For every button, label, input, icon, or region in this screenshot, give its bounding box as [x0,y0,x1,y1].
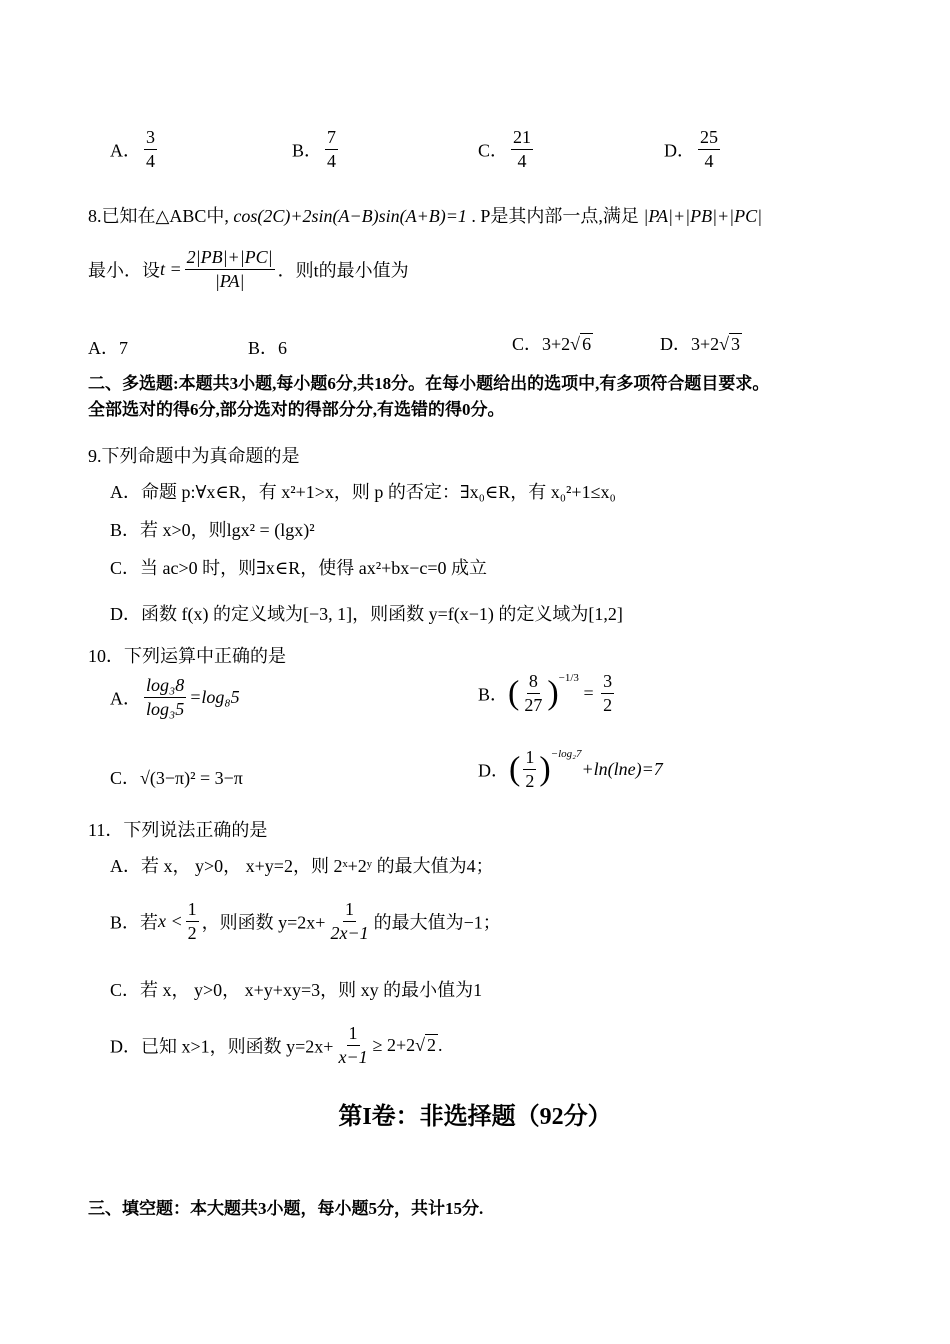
q7-option-c-label: C． [478,140,509,161]
q9-option-b: B．若 x>0，则lgx² = (lgx)² [110,520,315,540]
q11-option-a: A．若 x， y>0， x+y=2，则 2ˣ+2ʸ 的最大值为4； [110,856,494,876]
q11-d-radicand: 2 [427,1034,437,1055]
q8-mid: . P是其内部一点,满足 [471,206,639,226]
q10-b-rparen: ) [547,674,559,712]
q8-condition: cos(2C)+2sin(A−B)sin(A+B)=1 [233,206,467,226]
q9-stem: 9.下列命题中为真命题的是 [88,446,300,466]
q11-stem: 11．下列说法正确的是 [88,820,268,840]
q10-b-rhs-num: 3 [601,672,614,694]
q10-d-rparen: ) [539,750,551,788]
q10-a-rhs: =log₈5 [189,686,240,707]
q11-b-fn-num: 1 [343,900,356,922]
q8-prefix: 8.已知在△ABC中, [88,206,229,226]
q8-option-d: D．3+2√ 3 [660,334,741,354]
section2-heading-line2: 全部选对的得6分,部分选对的得部分分,有选错的得0分。 [88,400,505,419]
q7-option-a-label: A． [110,140,141,161]
q9-option-c: C．当 ac>0 时，则∃x∈R，使得 ax²+bx−c=0 成立 [110,558,488,578]
q7-option-a-fraction [144,128,157,171]
q10-a-num: log₃8 [144,676,186,698]
part2-title: 第I卷：非选择题（92分） [338,1104,612,1130]
q11-b-prefix: B．若 [110,912,159,933]
q10-b-exponent: −1/3 [558,672,579,684]
q7-option-b [292,128,341,171]
q8-option-c-radicand: 6 [582,334,592,354]
q7-a-num: 3 [144,128,157,150]
q7-c-den: 4 [517,150,527,171]
q7-option-c [478,128,536,171]
q8-option-c-value: 3+2 [542,334,571,354]
q11-b-fn-fraction [328,900,370,943]
q7-a-den: 4 [146,150,155,171]
q8-option-a: A．7 [88,338,128,358]
q10-a-fraction [144,676,186,719]
q7-b-den: 4 [327,150,337,171]
q10-d-label: D． [478,760,509,781]
q10-option-a [110,676,240,719]
q8-t-fraction [185,248,275,291]
q11-b-cond-den: 2 [187,922,197,943]
q9-option-d: D．函数 f(x) 的定义域为[−3, 1]，则函数 y=f(x−1) 的定义域为[1,2] [110,604,623,624]
q10-d-lparen: ( [509,750,521,788]
section3-heading: 三、填空题：本大题共3小题，每小题5分，共计15分. [88,1199,484,1218]
q11-b-cond-fraction [186,900,199,943]
q10-d-rhs: +ln(lne)=7 [581,758,663,779]
q7-d-num: 25 [698,128,720,150]
q11-b-fn-den: 2x−1 [330,922,369,943]
q7-option-d-label: D． [664,140,695,161]
section2-heading-line1: 二、多选题:本题共3小题,每小题6分,共18分。在每小题给出的选项中,有多项符合题目要求。 [88,374,770,393]
q8-t-lhs: t = [160,258,182,279]
q11-d-fraction [336,1024,369,1067]
q8-t-den: |PA| [214,270,245,291]
q11-d-suffix-a: ≥ 2+2 [372,1034,416,1055]
q10-b-base-den: 27 [524,694,543,715]
q7-option-c-fraction [511,128,533,171]
q8-line2-suffix: ．则t的最小值为 [277,260,409,281]
q11-b-cond-lhs: x < [158,910,183,931]
q10-option-b: B．( $\frac{8}{27}$ )$^{-1/3}$ = $\frac{3}{2}$ [478,671,613,715]
q7-option-d-fraction [698,128,720,171]
q10-b-base [522,672,544,715]
q11-d-prefix: D．已知 x>1，则函数 y=2x+ [110,1036,334,1057]
q7-option-a [110,128,160,171]
q11-d-den: x−1 [338,1046,368,1067]
q11-option-d: D．已知 x>1，则函数 y=2x+ $\frac{1}{x-1}$ ≥ 2+2√ 2 . [110,1023,443,1067]
q8-option-d-radicand: 3 [731,334,741,354]
q10-d-base-num: 1 [523,748,536,770]
q11-d-num: 1 [347,1024,360,1046]
q10-b-rhs [601,672,614,715]
q7-option-d [664,128,723,171]
q7-c-num: 21 [511,128,533,150]
q8-option-d-value: 3+2 [691,334,720,354]
q10-d-base-den: 2 [525,770,535,791]
q8-line2 [88,248,409,291]
q10-stem: 10．下列运算中正确的是 [88,646,286,666]
q10-d-exponent: −log₂7 [550,748,582,760]
q7-option-b-label: B． [292,140,323,161]
q7-option-b-fraction [325,128,338,171]
q8-line1 [88,202,762,228]
q10-option-d [478,748,663,791]
q9-option-a: A．命题 p:∀x∈R，有 x²+1>x，则 p 的否定：∃x₀∈R，有 x₀²+1≤x₀ [110,482,616,502]
q10-option-c: C．√(3−π)² = 3−π [110,768,243,788]
q8-option-b: B．6 [248,338,288,358]
q10-b-label: B． [478,684,509,705]
q10-a-den: log₃5 [146,698,185,719]
q10-b-base-num: 8 [527,672,540,694]
q11-option-b [110,900,501,943]
q10-b-rhs-den: 2 [603,694,613,715]
q11-b-suffix: 的最大值为−1； [373,912,501,933]
q11-option-c: C．若 x， y>0， x+y+xy=3，则 xy 的最小值为1 [110,980,483,1000]
q10-a-label: A． [110,688,141,709]
q11-d-suffix-b: . [438,1034,443,1055]
q8-option-c: C．3+2√ 6 [512,334,592,354]
q8-option-c-label: C． [512,334,543,354]
q8-t-num: 2|PB|+|PC| [185,248,275,270]
q8-sum: |PA|+|PB|+|PC| [643,206,763,226]
q7-b-num: 7 [325,128,338,150]
q8-option-d-label: D． [660,334,691,354]
q10-d-base [523,748,536,791]
q8-line2-prefix: 最小．设 [88,260,160,281]
q10-b-lparen: ( [508,674,520,712]
q11-b-cond-num: 1 [186,900,199,922]
q7-d-den: 4 [704,150,714,171]
q11-b-mid: ，则函数 y=2x+ [201,912,326,933]
